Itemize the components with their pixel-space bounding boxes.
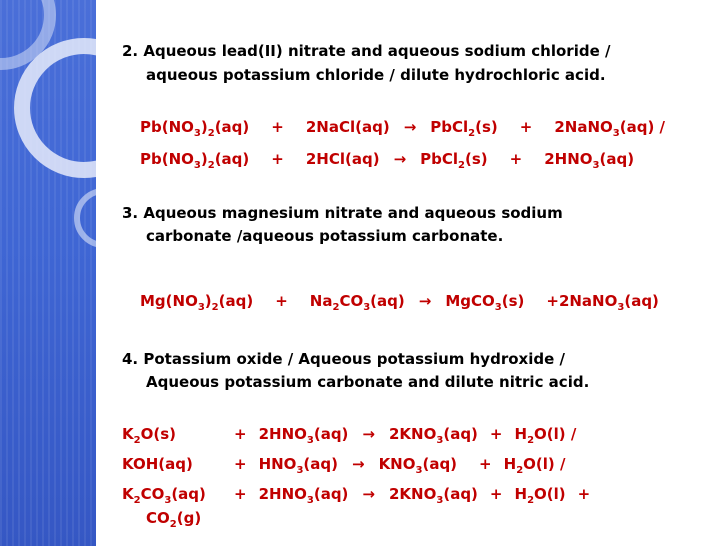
right-arrow-icon: →	[393, 150, 407, 168]
q4-equation-3: $K_2CO_3(aq) + 2HNO_3(aq) \to 2KNO_3(aq) + H_2O(l)$ +	[122, 485, 591, 506]
q4-equation-1: $K_2O(s) + 2HNO_3(aq) \to 2KNO_3(aq) + H_2O(l)$ /	[122, 425, 577, 446]
q2-equation-1: $Pb(NO_3)_2(aq)$ + 2NaCl(aq) → PbCl$_2$(s) + 2NaNO$_3$(aq) /	[140, 118, 666, 139]
q4-heading-line1: 4. Potassium oxide / Aqueous potassium hydroxide /	[122, 350, 565, 368]
q2-equation-2: $Pb(NO_3)_2(aq) + 2HCl(aq)$ → PbCl$_2$(s) + $2HNO_3(aq)$	[140, 150, 635, 171]
q3-heading-line2: carbonate /aqueous potassium carbonate.	[146, 227, 504, 245]
q2-heading-line2: aqueous potassium chloride / dilute hydrochloric acid.	[146, 66, 606, 84]
q4-heading-line2: Aqueous potassium carbonate and dilute nitric acid.	[146, 373, 590, 391]
right-arrow-icon: →	[403, 118, 417, 136]
decorative-sidebar	[0, 0, 96, 546]
right-arrow-icon: →	[362, 425, 375, 443]
q3-equation: $Mg(NO_3)_2(aq) + Na_2CO_3(aq)$ → MgCO$_3$(s) +2NaNO$_3$(aq)	[140, 292, 659, 313]
q3-heading-line1: 3. Aqueous magnesium nitrate and aqueous sodium	[122, 204, 563, 222]
right-arrow-icon: →	[362, 485, 375, 503]
q4-equation-3-continued: $CO_2(g)$	[146, 509, 202, 530]
q4-equation-2: $KOH(aq) + HNO_3(aq) \to KNO_3(aq) + H_2O(l)$ /	[122, 455, 566, 476]
right-arrow-icon: →	[351, 455, 365, 473]
q2-heading-line1: 2. Aqueous lead(II) nitrate and aqueous sodium chloride /	[122, 42, 611, 60]
right-arrow-icon: →	[418, 292, 432, 310]
